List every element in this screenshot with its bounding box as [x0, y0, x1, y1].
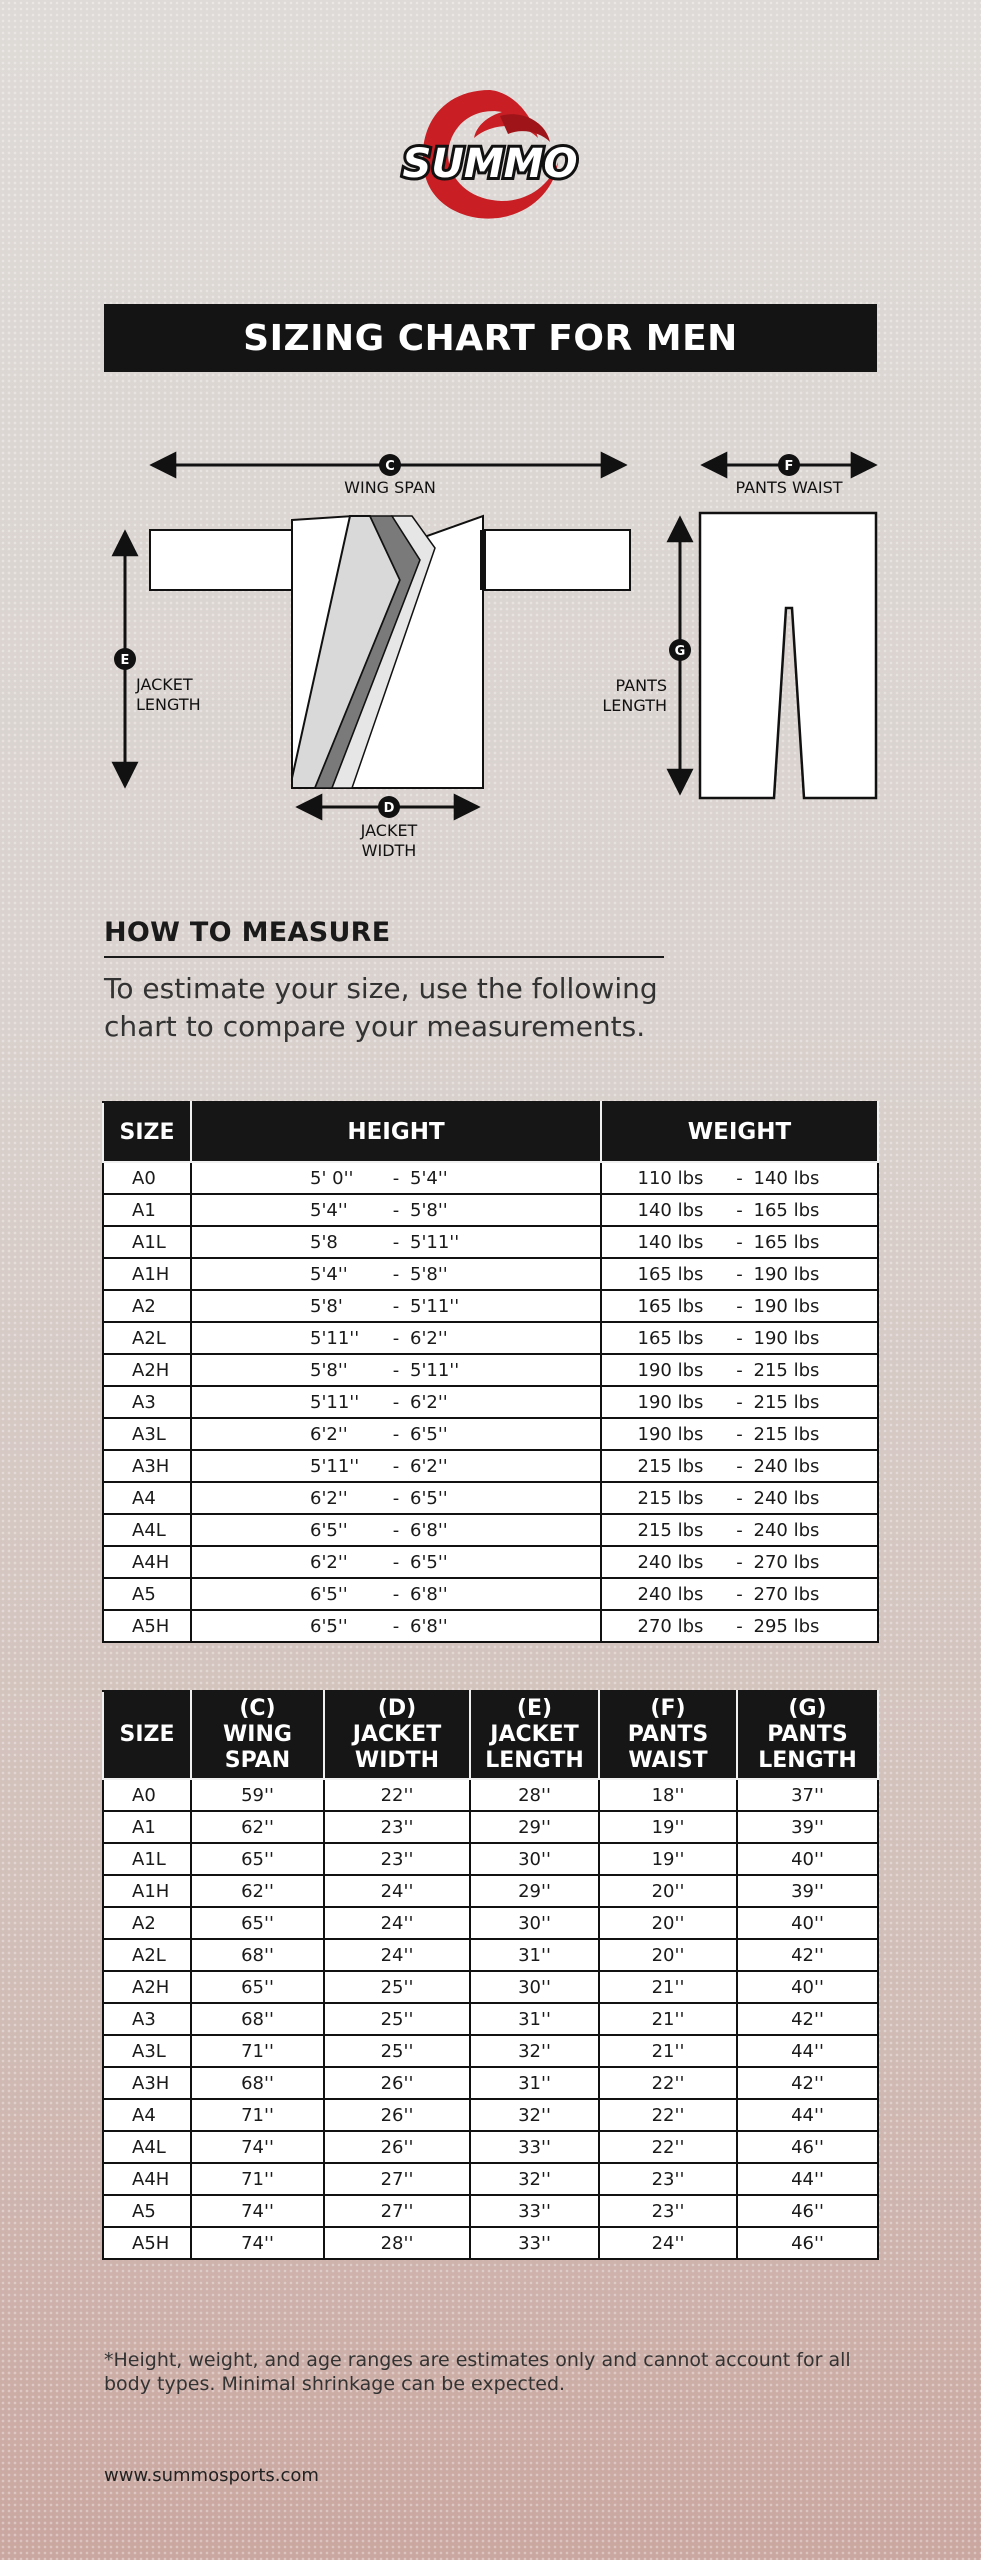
summo-logo	[380, 80, 600, 230]
height-cell: 5'8' - 5'11''	[191, 1290, 601, 1322]
svg-text:JACKET: JACKET	[360, 821, 418, 840]
measurement-cell: 32''	[470, 2163, 599, 2195]
measurement-cell: 19''	[599, 1843, 737, 1875]
measurement-cell: 22''	[599, 2131, 737, 2163]
weight-cell: 165 lbs - 190 lbs	[601, 1322, 878, 1354]
measurement-cell: 31''	[470, 2003, 599, 2035]
measurement-cell: 74''	[191, 2195, 324, 2227]
measurement-cell: 23''	[324, 1811, 470, 1843]
measurement-cell: 21''	[599, 2035, 737, 2067]
measurement-cell: 40''	[737, 1843, 878, 1875]
garment-measurements-table	[102, 1690, 879, 2260]
measurement-cell: 65''	[191, 1971, 324, 2003]
size-cell: A2L	[103, 1939, 191, 1971]
measurement-cell: 21''	[599, 2003, 737, 2035]
height-cell: 6'2'' - 6'5''	[191, 1418, 601, 1450]
svg-text:G: G	[674, 644, 686, 659]
size-cell: A3H	[103, 2067, 191, 2099]
measurement-cell: 22''	[599, 2067, 737, 2099]
measurement-cell: 74''	[191, 2131, 324, 2163]
measurement-cell: 23''	[599, 2195, 737, 2227]
height-cell: 6'2'' - 6'5''	[191, 1482, 601, 1514]
weight-cell: 190 lbs - 215 lbs	[601, 1386, 878, 1418]
how-to-measure-text: To estimate your size, use the following chart to compare your measurements.	[104, 972, 658, 1043]
svg-text:LENGTH: LENGTH	[602, 696, 667, 715]
weight-cell: 215 lbs - 240 lbs	[601, 1514, 878, 1546]
height-cell: 6'2'' - 6'5''	[191, 1546, 601, 1578]
measurement-cell: 26''	[324, 2099, 470, 2131]
svg-text:C: C	[385, 459, 395, 474]
table-row	[103, 2163, 878, 2195]
measurement-cell: 68''	[191, 1939, 324, 1971]
measurement-cell: 42''	[737, 1939, 878, 1971]
size-cell: A3L	[103, 2035, 191, 2067]
table-row	[103, 1811, 878, 1843]
size-cell: A4L	[103, 1514, 191, 1546]
measurement-cell: 31''	[470, 1939, 599, 1971]
height-cell: 5'11'' - 6'2''	[191, 1322, 601, 1354]
wing-span-arrow	[152, 454, 625, 497]
column-header: (E) JACKET LENGTH	[470, 1691, 599, 1779]
weight-cell: 190 lbs - 215 lbs	[601, 1418, 878, 1450]
measurement-cell: 33''	[470, 2195, 599, 2227]
table-row	[103, 1226, 878, 1258]
svg-text:F: F	[784, 459, 794, 474]
height-cell: 5' 0'' - 5'4''	[191, 1162, 601, 1194]
weight-cell: 215 lbs - 240 lbs	[601, 1482, 878, 1514]
measurement-cell: 26''	[324, 2067, 470, 2099]
measurement-cell: 46''	[737, 2195, 878, 2227]
measurement-cell: 65''	[191, 1907, 324, 1939]
size-cell: A3	[103, 2003, 191, 2035]
heading-divider	[104, 956, 664, 958]
measurement-cell: 28''	[324, 2227, 470, 2259]
measurement-cell: 25''	[324, 2035, 470, 2067]
logo-wordmark: SUMMO	[402, 141, 578, 187]
size-cell: A4H	[103, 2163, 191, 2195]
column-header: WEIGHT	[601, 1102, 878, 1162]
weight-cell: 240 lbs - 270 lbs	[601, 1546, 878, 1578]
measurement-cell: 29''	[470, 1875, 599, 1907]
size-cell: A1H	[103, 1875, 191, 1907]
measurement-cell: 25''	[324, 1971, 470, 2003]
measurement-cell: 24''	[324, 1939, 470, 1971]
measurement-cell: 71''	[191, 2163, 324, 2195]
wing-span-label: WING SPAN	[344, 478, 436, 497]
measurement-cell: 33''	[470, 2131, 599, 2163]
size-cell: A2H	[103, 1971, 191, 2003]
svg-text:PANTS: PANTS	[615, 676, 667, 695]
measurement-cell: 33''	[470, 2227, 599, 2259]
table-row	[103, 2003, 878, 2035]
measurement-cell: 65''	[191, 1843, 324, 1875]
table-row	[103, 1939, 878, 1971]
size-cell: A2H	[103, 1354, 191, 1386]
table-row	[103, 1546, 878, 1578]
measurement-cell: 44''	[737, 2099, 878, 2131]
measurement-cell: 59''	[191, 1779, 324, 1811]
measurement-cell: 31''	[470, 2067, 599, 2099]
footnote: *Height, weight, and age ranges are estimates only and cannot account for all body types. Minimal shrinkage can be expected.	[104, 2349, 851, 2395]
height-cell: 5'4'' - 5'8''	[191, 1258, 601, 1290]
table-row	[103, 1514, 878, 1546]
measurement-cell: 18''	[599, 1779, 737, 1811]
size-cell: A2L	[103, 1322, 191, 1354]
column-header: (C) WING SPAN	[191, 1691, 324, 1779]
measurement-cell: 29''	[470, 1811, 599, 1843]
page-title-banner	[104, 304, 877, 372]
size-cell: A0	[103, 1162, 191, 1194]
height-cell: 6'5'' - 6'8''	[191, 1514, 601, 1546]
size-cell: A0	[103, 1779, 191, 1811]
weight-cell: 165 lbs - 190 lbs	[601, 1290, 878, 1322]
measurement-diagram	[100, 430, 890, 880]
table-row	[103, 1194, 878, 1226]
height-cell: 5'4'' - 5'8''	[191, 1194, 601, 1226]
size-cell: A3H	[103, 1450, 191, 1482]
size-cell: A4	[103, 2099, 191, 2131]
weight-cell: 270 lbs - 295 lbs	[601, 1610, 878, 1642]
size-cell: A1H	[103, 1258, 191, 1290]
pants-waist-arrow	[703, 454, 875, 497]
svg-text:LENGTH: LENGTH	[136, 695, 201, 714]
column-header: SIZE	[103, 1102, 191, 1162]
column-header: (G) PANTS LENGTH	[737, 1691, 878, 1779]
column-header: (D) JACKET WIDTH	[324, 1691, 470, 1779]
measurement-cell: 20''	[599, 1939, 737, 1971]
weight-cell: 190 lbs - 215 lbs	[601, 1354, 878, 1386]
measurement-cell: 46''	[737, 2227, 878, 2259]
column-header: (F) PANTS WAIST	[599, 1691, 737, 1779]
size-cell: A5H	[103, 2227, 191, 2259]
size-cell: A1L	[103, 1843, 191, 1875]
table-row	[103, 1907, 878, 1939]
column-header: HEIGHT	[191, 1102, 601, 1162]
height-cell: 5'8 - 5'11''	[191, 1226, 601, 1258]
table-row	[103, 2195, 878, 2227]
measurement-cell: 27''	[324, 2195, 470, 2227]
weight-cell: 110 lbs - 140 lbs	[601, 1162, 878, 1194]
measurement-cell: 30''	[470, 1971, 599, 2003]
measurement-cell: 21''	[599, 1971, 737, 2003]
measurement-cell: 32''	[470, 2035, 599, 2067]
measurement-cell: 25''	[324, 2003, 470, 2035]
height-weight-table	[102, 1101, 879, 1643]
measurement-cell: 22''	[599, 2099, 737, 2131]
measurement-cell: 37''	[737, 1779, 878, 1811]
measurement-cell: 62''	[191, 1811, 324, 1843]
table-row	[103, 1290, 878, 1322]
table-row	[103, 1971, 878, 2003]
table-row	[103, 1779, 878, 1811]
measurement-cell: 71''	[191, 2035, 324, 2067]
pants-waist-label: PANTS WAIST	[735, 478, 843, 497]
measurement-cell: 24''	[324, 1907, 470, 1939]
measurement-cell: 68''	[191, 2067, 324, 2099]
size-cell: A3L	[103, 1418, 191, 1450]
measurement-cell: 32''	[470, 2099, 599, 2131]
measurement-cell: 71''	[191, 2099, 324, 2131]
jacket-icon	[150, 516, 630, 788]
measurement-cell: 42''	[737, 2067, 878, 2099]
measurement-cell: 27''	[324, 2163, 470, 2195]
measurement-cell: 30''	[470, 1843, 599, 1875]
table-row	[103, 1418, 878, 1450]
size-cell: A5	[103, 2195, 191, 2227]
table-header-row	[103, 1691, 878, 1779]
weight-cell: 165 lbs - 190 lbs	[601, 1258, 878, 1290]
measurement-cell: 22''	[324, 1779, 470, 1811]
measurement-cell: 23''	[324, 1843, 470, 1875]
svg-text:WIDTH: WIDTH	[361, 841, 417, 860]
table-row	[103, 1162, 878, 1194]
measurement-cell: 26''	[324, 2131, 470, 2163]
measurement-cell: 24''	[324, 1875, 470, 1907]
height-cell: 6'5'' - 6'8''	[191, 1578, 601, 1610]
table-row	[103, 1578, 878, 1610]
weight-cell: 140 lbs - 165 lbs	[601, 1226, 878, 1258]
measurement-cell: 24''	[599, 2227, 737, 2259]
table-row	[103, 2099, 878, 2131]
table-row	[103, 1322, 878, 1354]
table-row	[103, 1354, 878, 1386]
svg-text:JACKET: JACKET	[136, 675, 193, 694]
measurement-cell: 42''	[737, 2003, 878, 2035]
weight-cell: 140 lbs - 165 lbs	[601, 1194, 878, 1226]
measurement-cell: 40''	[737, 1971, 878, 2003]
table-row	[103, 1482, 878, 1514]
measurement-cell: 39''	[737, 1811, 878, 1843]
height-cell: 5'11'' - 6'2''	[191, 1450, 601, 1482]
measurement-cell: 46''	[737, 2131, 878, 2163]
svg-text:E: E	[120, 653, 130, 668]
table-row	[103, 2227, 878, 2259]
height-cell: 5'11'' - 6'2''	[191, 1386, 601, 1418]
size-cell: A1	[103, 1811, 191, 1843]
website-url: www.summosports.com	[104, 2465, 319, 2486]
measurement-cell: 44''	[737, 2035, 878, 2067]
measurement-cell: 23''	[599, 2163, 737, 2195]
table-row	[103, 1843, 878, 1875]
size-cell: A1	[103, 1194, 191, 1226]
measurement-cell: 20''	[599, 1907, 737, 1939]
size-cell: A4H	[103, 1546, 191, 1578]
table-row	[103, 1386, 878, 1418]
measurement-cell: 19''	[599, 1811, 737, 1843]
measurement-cell: 40''	[737, 1907, 878, 1939]
table-row	[103, 2035, 878, 2067]
weight-cell: 240 lbs - 270 lbs	[601, 1578, 878, 1610]
height-cell: 6'5'' - 6'8''	[191, 1610, 601, 1642]
measurement-cell: 20''	[599, 1875, 737, 1907]
size-cell: A4	[103, 1482, 191, 1514]
table-row	[103, 1610, 878, 1642]
jacket-width-arrow	[298, 796, 478, 860]
page-title: SIZING CHART FOR MEN	[243, 317, 738, 359]
size-cell: A5H	[103, 1610, 191, 1642]
measurement-cell: 44''	[737, 2163, 878, 2195]
how-to-measure-heading: HOW TO MEASURE	[104, 917, 391, 948]
pants-icon	[700, 513, 876, 798]
measurement-cell: 74''	[191, 2227, 324, 2259]
size-cell: A2	[103, 1290, 191, 1322]
svg-text:D: D	[383, 801, 395, 816]
size-cell: A2	[103, 1907, 191, 1939]
column-header: SIZE	[103, 1691, 191, 1779]
height-cell: 5'8'' - 5'11''	[191, 1354, 601, 1386]
measurement-cell: 28''	[470, 1779, 599, 1811]
measurement-cell: 30''	[470, 1907, 599, 1939]
measurement-cell: 62''	[191, 1875, 324, 1907]
table-header-row	[103, 1102, 878, 1162]
measurement-cell: 68''	[191, 2003, 324, 2035]
size-cell: A4L	[103, 2131, 191, 2163]
measurement-cell: 39''	[737, 1875, 878, 1907]
size-cell: A3	[103, 1386, 191, 1418]
table-row	[103, 2067, 878, 2099]
table-row	[103, 1258, 878, 1290]
size-cell: A1L	[103, 1226, 191, 1258]
table-row	[103, 2131, 878, 2163]
table-row	[103, 1875, 878, 1907]
weight-cell: 215 lbs - 240 lbs	[601, 1450, 878, 1482]
table-row	[103, 1450, 878, 1482]
size-cell: A5	[103, 1578, 191, 1610]
